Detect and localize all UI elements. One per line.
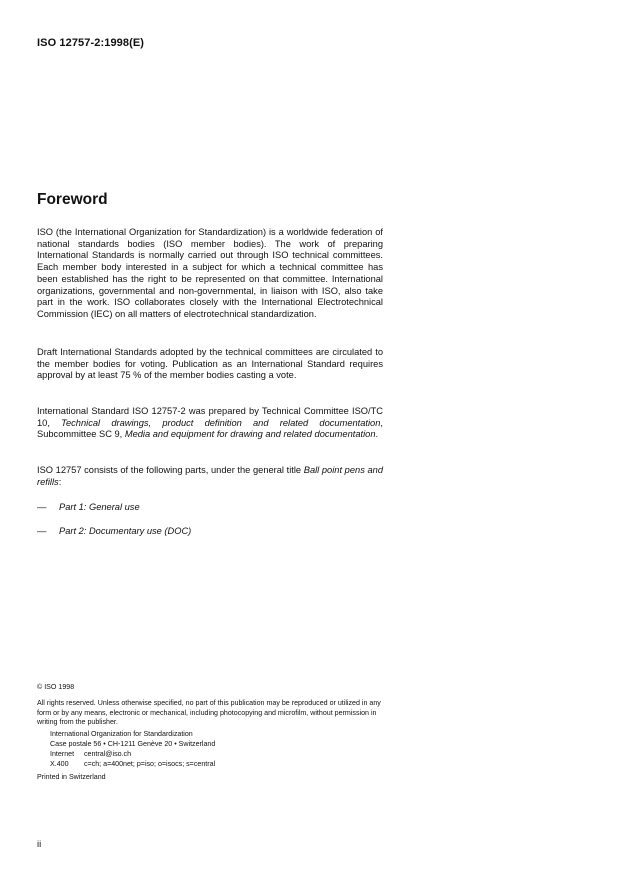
part-label: Part 1: General use <box>59 502 140 512</box>
part-label: Part 2: Documentary use (DOC) <box>59 526 192 536</box>
committee-title: Technical drawings, product definition and related documentation <box>61 417 381 428</box>
rights-statement: All rights reserved. Unless otherwise specified, no part of this publication may be reproduced or utilized in any form or by any means, electronic or mechanical, including photocopying and microfilm, without permission in writing from the publisher. <box>37 699 381 727</box>
copyright-notice: © ISO 1998 <box>37 683 75 691</box>
period: . <box>375 429 379 440</box>
foreword-heading: Foreword <box>37 191 108 208</box>
prepared-by-text: International Standard ISO 12757-2 was prepared by Technical Committee ISO/TC 10, <box>37 406 383 428</box>
x400-address <box>50 760 215 770</box>
subcommittee-title: Media and equipment for drawing and related documentation <box>124 429 376 440</box>
list-dash: — <box>37 502 47 512</box>
foreword-paragraph-voting: Draft International Standards adopted by the technical committees are circulated to the member bodies for voting. Publication as an International Standard requires approval by at least 75 % of the member bodies casting a vote. <box>37 347 383 381</box>
general-title: Ball point pens and refills <box>37 465 383 487</box>
document-id-header: ISO 12757-2:1998(E) <box>37 37 145 49</box>
foreword-paragraph-prepared-by <box>37 406 383 441</box>
subcommittee-text: , Subcommittee SC 9, <box>37 417 383 440</box>
colon: : <box>58 476 62 487</box>
list-item <box>37 502 140 514</box>
printed-in: Printed in Switzerland <box>37 773 106 781</box>
internet-label: Internet <box>50 750 75 758</box>
list-item <box>37 526 191 538</box>
list-dash: — <box>37 526 47 536</box>
postal-address: Case postale 56 • CH-1211 Genève 20 • Switzerland <box>50 740 216 748</box>
organization-name: International Organization for Standardization <box>50 730 193 738</box>
internet-value: central@iso.ch <box>84 750 132 758</box>
foreword-paragraph-iso-intro: ISO (the International Organization for Standardization) is a worldwide federation of national standards bodies (ISO member bodies). The work of preparing International Standards is normally carried out through ISO technical committees. Each member body interested in a subject for which a technical committee has been established has the right to be represented on that committee. International organizations, governmental and non-governmental, in liaison with ISO, also take part in the work. ISO collaborates closely with the International Electrotechnical Commission (IEC) on all matters of electrotechnical standardization. <box>37 227 383 319</box>
x400-label: X.400 <box>50 760 69 768</box>
page-number: ii <box>37 839 42 849</box>
foreword-paragraph-parts-intro <box>37 465 383 488</box>
x400-value: c=ch; a=400net; p=iso; o=isocs; s=central <box>84 760 216 768</box>
parts-intro-text: ISO 12757 consists of the following parts, under the general title <box>37 465 304 475</box>
internet-address <box>50 750 131 760</box>
